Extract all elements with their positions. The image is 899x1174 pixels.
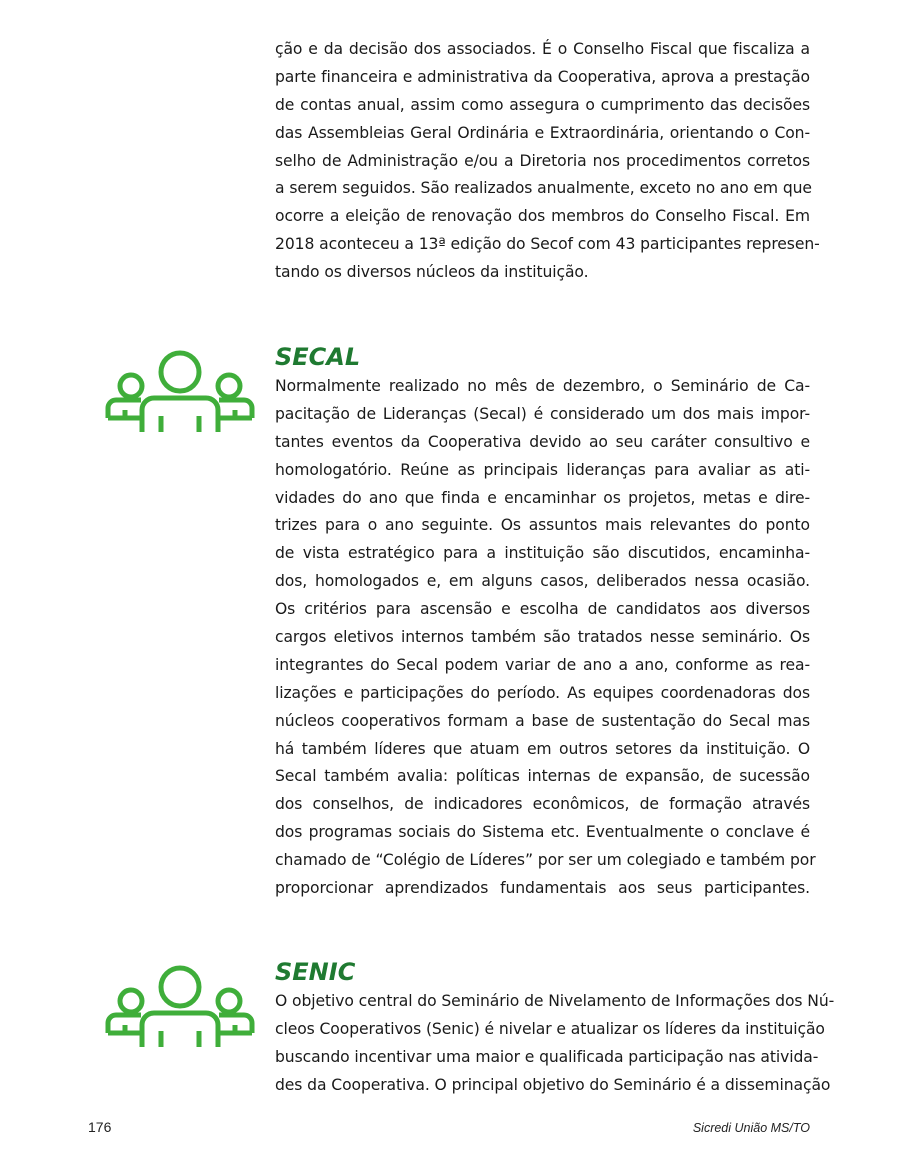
text-line: cargos eletivos internos também são tratados nesse seminário. Os: [275, 628, 810, 647]
text-line: a serem seguidos. São realizados anualmente, exceto no ano em que: [275, 179, 812, 198]
text-line: chamado de “Colégio de Líderes” por ser um colegiado e também por: [275, 851, 816, 870]
text-line: tando os diversos núcleos da instituição.: [275, 263, 589, 282]
text-line: trizes para o ano seguinte. Os assuntos mais relevantes do ponto: [275, 516, 810, 535]
text-line: lizações e participações do período. As equipes coordenadoras dos: [275, 683, 810, 702]
text-line: de vista estratégico para a instituição são discutidos, encaminha-: [275, 544, 810, 563]
text-line: parte financeira e administrativa da Cooperativa, aprova a prestação: [275, 67, 810, 86]
text-line: pacitação de Lideranças (Secal) é considerado um dos mais impor-: [275, 404, 810, 423]
text-line: Secal também avalia: políticas internas de expansão, de sucessão: [275, 767, 810, 786]
text-line: proporcionar aprendizados fundamentais aos seus participantes.: [275, 879, 810, 898]
text-line: cleos Cooperativos (Senic) é nivelar e atualizar os líderes da instituição: [275, 1019, 825, 1038]
people-group-icon: [105, 963, 255, 1049]
text-line: tantes eventos da Cooperativa devido ao seu caráter consultivo e: [275, 432, 810, 451]
secal-paragraph: [275, 373, 816, 903]
text-line: selho de Administração e/ou a Diretoria nos procedimentos corretos: [275, 151, 810, 170]
text-line: 2018 aconteceu a 13ª edição do Secof com 43 participantes represen-: [275, 235, 820, 254]
text-line: des da Cooperativa. O principal objetivo do Seminário é a disseminação: [275, 1075, 831, 1094]
text-line: dos conselhos, de indicadores econômicos, de formação através: [275, 795, 810, 814]
text-line: núcleos cooperativos formam a base de sustentação do Secal mas: [275, 711, 810, 730]
text-line: ção e da decisão dos associados. É o Conselho Fiscal que fiscaliza a: [275, 40, 810, 58]
intro-paragraph: [275, 36, 820, 287]
text-line: de contas anual, assim como assegura o cumprimento das decisões: [275, 95, 810, 114]
text-line: dos, homologados e, em alguns casos, deliberados nessa ocasião.: [275, 572, 810, 591]
text-line: das Assembleias Geral Ordinária e Extraordinária, orientando o Con-: [275, 123, 810, 142]
text-line: Normalmente realizado no mês de dezembro, o Seminário de Ca-: [275, 377, 810, 395]
text-line: ocorre a eleição de renovação dos membros do Conselho Fiscal. Em: [275, 207, 810, 226]
people-group-icon: [105, 348, 255, 434]
text-line: Os critérios para ascensão e escolha de candidatos aos diversos: [275, 600, 810, 619]
publication-name: Sicredi União MS/TO: [692, 1121, 810, 1135]
text-line: dos programas sociais do Sistema etc. Eventualmente o conclave é: [275, 823, 810, 842]
text-line: O objetivo central do Seminário de Nivelamento de Informações dos Nú-: [275, 992, 835, 1010]
text-line: homologatório. Reúne as principais lideranças para avaliar as ati-: [275, 460, 810, 479]
text-line: há também líderes que atuam em outros setores da instituição. O: [275, 739, 810, 758]
page-number: 176: [88, 1119, 112, 1135]
section-title-senic: SENIC: [275, 958, 356, 986]
section-title-secal: SECAL: [275, 343, 361, 371]
text-line: buscando incentivar uma maior e qualificada participação nas ativida-: [275, 1047, 819, 1066]
text-line: integrantes do Secal podem variar de ano a ano, conforme as rea-: [275, 655, 810, 674]
text-line: vidades do ano que finda e encaminhar os projetos, metas e dire-: [275, 488, 810, 507]
senic-paragraph: [275, 988, 835, 1100]
